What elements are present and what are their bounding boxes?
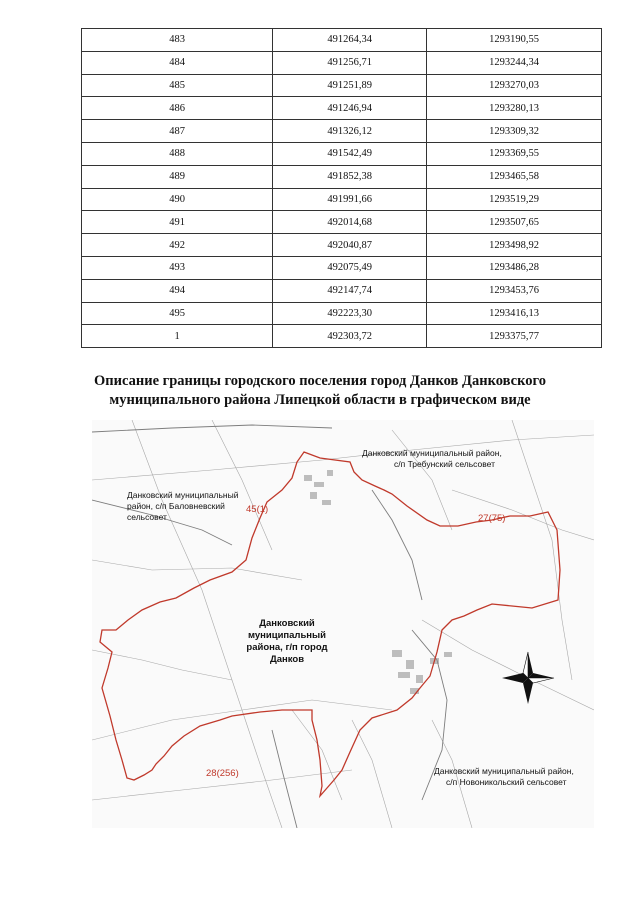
label-southeast-territory: [434, 766, 574, 788]
x-coordinate-cell: 492303,72: [273, 325, 427, 348]
label-center-line-1: Данковский: [259, 618, 315, 629]
y-coordinate-cell: 1293375,77: [427, 325, 602, 348]
table-row: [82, 256, 602, 279]
y-coordinate-cell: 1293280,13: [427, 97, 602, 120]
point-number-cell: 486: [82, 97, 273, 120]
point-number-cell: 493: [82, 256, 273, 279]
x-coordinate-cell: 491852,38: [273, 165, 427, 188]
point-number-cell: 494: [82, 279, 273, 302]
label-north-line-2: с/п Требунский сельсовет: [394, 459, 496, 469]
point-label-27: 27(75): [478, 513, 506, 524]
heading-line-2: муниципального района Липецкой области в графическом виде: [109, 392, 531, 408]
compass-rose-icon: [502, 652, 554, 704]
point-number-cell: 492: [82, 234, 273, 257]
x-coordinate-cell: 491542,49: [273, 142, 427, 165]
y-coordinate-cell: 1293486,28: [427, 256, 602, 279]
x-coordinate-cell: 492147,74: [273, 279, 427, 302]
label-west-line-3: сельсовет: [127, 512, 167, 522]
point-label-28: 28(256): [206, 768, 239, 779]
label-west-line-2: район, с/п Баловневский: [127, 501, 225, 511]
label-center-line-4: Данков: [269, 654, 305, 665]
point-number-cell: 491: [82, 211, 273, 234]
y-coordinate-cell: 1293244,34: [427, 51, 602, 74]
coordinates-table: [81, 28, 602, 348]
table-row: [82, 211, 602, 234]
point-number-cell: 485: [82, 74, 273, 97]
x-coordinate-cell: 492040,87: [273, 234, 427, 257]
table-row: [82, 51, 602, 74]
coordinates-table-body: [82, 29, 602, 348]
table-row: [82, 142, 602, 165]
table-row: [82, 188, 602, 211]
x-coordinate-cell: 491251,89: [273, 74, 427, 97]
point-number-cell: 484: [82, 51, 273, 74]
label-west-line-1: Данковский муниципальный: [127, 490, 239, 500]
table-row: [82, 325, 602, 348]
label-southeast-line-1: Данковский муниципальный район,: [434, 766, 574, 776]
label-center-line-3: района, г/п город: [246, 642, 328, 653]
table-row: [82, 120, 602, 143]
point-number-cell: 490: [82, 188, 273, 211]
y-coordinate-cell: 1293519,29: [427, 188, 602, 211]
y-coordinate-cell: 1293190,55: [427, 29, 602, 52]
label-north-line-1: Данковский муниципальный район,: [362, 448, 502, 458]
section-heading: [60, 372, 580, 410]
point-number-cell: 495: [82, 302, 273, 325]
label-southeast-line-2: с/п Новоникольский сельсовет: [446, 777, 567, 787]
x-coordinate-cell: 491256,71: [273, 51, 427, 74]
label-north-territory: [362, 448, 502, 470]
point-number-cell: 487: [82, 120, 273, 143]
boundary-map: [92, 420, 594, 828]
y-coordinate-cell: 1293309,32: [427, 120, 602, 143]
y-coordinate-cell: 1293465,58: [427, 165, 602, 188]
x-coordinate-cell: 492014,68: [273, 211, 427, 234]
label-west-territory: [127, 490, 238, 523]
label-center-territory: [237, 618, 337, 666]
table-row: [82, 29, 602, 52]
table-row: [82, 302, 602, 325]
point-number-cell: 489: [82, 165, 273, 188]
x-coordinate-cell: 491246,94: [273, 97, 427, 120]
point-number-cell: 1: [82, 325, 273, 348]
x-coordinate-cell: 492075,49: [273, 256, 427, 279]
x-coordinate-cell: 491326,12: [273, 120, 427, 143]
y-coordinate-cell: 1293369,55: [427, 142, 602, 165]
y-coordinate-cell: 1293498,92: [427, 234, 602, 257]
point-number-cell: 483: [82, 29, 273, 52]
point-label-45: 45(1): [246, 504, 269, 515]
x-coordinate-cell: 491991,66: [273, 188, 427, 211]
table-row: [82, 234, 602, 257]
label-center-line-2: муниципальный: [247, 630, 327, 641]
table-row: [82, 279, 602, 302]
table-row: [82, 74, 602, 97]
x-coordinate-cell: 492223,30: [273, 302, 427, 325]
y-coordinate-cell: 1293453,76: [427, 279, 602, 302]
y-coordinate-cell: 1293270,03: [427, 74, 602, 97]
x-coordinate-cell: 491264,34: [273, 29, 427, 52]
table-row: [82, 165, 602, 188]
y-coordinate-cell: 1293416,13: [427, 302, 602, 325]
y-coordinate-cell: 1293507,65: [427, 211, 602, 234]
table-row: [82, 97, 602, 120]
point-number-cell: 488: [82, 142, 273, 165]
heading-line-1: Описание границы городского поселения город Данков Данковского: [94, 373, 546, 389]
